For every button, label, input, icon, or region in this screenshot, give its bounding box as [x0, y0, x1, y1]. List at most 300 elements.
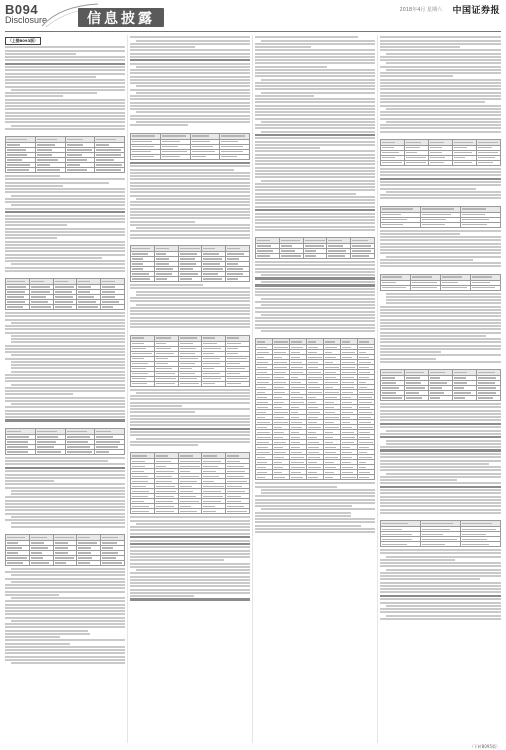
cell-text: [257, 402, 268, 403]
cell-text: [454, 147, 467, 148]
cell-text: [156, 353, 175, 354]
cell-text: [342, 402, 352, 403]
cell-text: [308, 467, 321, 468]
cell-text: [462, 208, 486, 209]
text-line: [5, 182, 109, 184]
text-line: [5, 397, 125, 399]
text-line: [261, 180, 375, 182]
text-line: [380, 559, 455, 561]
cell-text: [78, 306, 98, 307]
cell-text: [274, 422, 288, 423]
cell-text: [352, 245, 371, 246]
cell-text: [227, 491, 244, 492]
cell-text: [192, 141, 211, 142]
text-line: [136, 92, 250, 94]
text-line: [255, 170, 375, 172]
cell-text: [180, 363, 195, 364]
text-line: [380, 56, 501, 58]
table-row: [131, 381, 250, 386]
text-line: [380, 449, 501, 451]
text-line: [130, 543, 250, 545]
text-line: [255, 167, 375, 169]
cell-text: [406, 382, 421, 383]
table-cell: [429, 160, 453, 165]
cell-text: [156, 368, 172, 369]
text-line: [130, 598, 250, 600]
table-cell: [53, 305, 77, 310]
cell-text: [78, 301, 95, 302]
spacer: [5, 665, 125, 668]
cell-text: [308, 367, 318, 368]
cell-text: [462, 214, 485, 215]
cell-text: [412, 287, 437, 288]
cell-text: [102, 562, 122, 563]
text-line: [130, 418, 250, 420]
table-row: [6, 560, 125, 565]
cell-text: [132, 476, 148, 477]
cell-text: [203, 358, 220, 359]
cell-text: [31, 286, 50, 287]
text-line: [380, 502, 501, 504]
text-line: [5, 460, 108, 462]
cell-text: [359, 467, 366, 468]
cell-text: [359, 357, 369, 358]
cell-text: [281, 255, 301, 256]
cell-text: [156, 378, 177, 379]
cell-text: [274, 462, 282, 463]
cell-text: [291, 467, 305, 468]
text-line: [5, 128, 125, 130]
text-line: [380, 236, 501, 238]
text-line: [11, 322, 125, 324]
cell-text: [132, 496, 148, 497]
cell-text: [291, 387, 305, 388]
text-line: [130, 36, 250, 38]
text-line: [5, 231, 125, 233]
table-cell: [6, 449, 36, 454]
text-line: [255, 324, 375, 326]
cell-text: [359, 377, 369, 378]
cell-text: [472, 276, 492, 277]
text-line: [5, 470, 125, 472]
cell-text: [203, 471, 216, 472]
cell-text: [382, 152, 399, 153]
table-cell: [202, 277, 226, 282]
text-line: [5, 578, 125, 580]
cell-text: [96, 139, 116, 140]
cell-text: [132, 273, 149, 274]
text-line: [386, 53, 501, 55]
cell-text: [180, 455, 193, 456]
cell-text: [291, 427, 302, 428]
cell-text: [227, 358, 246, 359]
table-cell: [178, 381, 202, 386]
text-line: [255, 307, 375, 309]
text-line: [130, 72, 250, 74]
text-line: [255, 62, 375, 64]
text-line: [130, 585, 250, 587]
cell-text: [180, 486, 192, 487]
cell-text: [406, 152, 417, 153]
text-line: [130, 204, 250, 206]
text-line: [136, 438, 250, 440]
cell-text: [454, 392, 471, 393]
cell-text: [308, 382, 318, 383]
text-line: [5, 584, 125, 586]
text-line: [255, 505, 352, 507]
cell-text: [257, 347, 267, 348]
table-cell: [381, 160, 405, 165]
cell-text: [342, 427, 352, 428]
text-line: [380, 88, 501, 90]
cell-text: [227, 337, 239, 338]
text-line: [261, 492, 375, 494]
cell-text: [342, 347, 351, 348]
text-line: [380, 562, 501, 564]
text-line: [5, 496, 125, 498]
cell-text: [156, 383, 175, 384]
cell-text: [257, 447, 268, 448]
text-line: [130, 98, 250, 100]
table-row: [381, 222, 501, 227]
cell-text: [382, 224, 403, 225]
cell-text: [382, 157, 395, 158]
cell-text: [291, 407, 299, 408]
cell-text: [257, 341, 265, 342]
cell-text: [291, 382, 301, 383]
cell-text: [462, 224, 487, 225]
cell-text: [308, 362, 318, 363]
cell-text: [203, 343, 216, 344]
cell-text: [7, 159, 22, 160]
spacer: [130, 602, 250, 605]
table-cell: [220, 154, 250, 159]
cell-text: [203, 258, 221, 259]
cell-text: [308, 447, 319, 448]
text-line: [130, 395, 250, 397]
text-line: [380, 315, 501, 317]
section-chinese-title: 信息披露: [87, 11, 155, 27]
cell-text: [342, 437, 355, 438]
cell-text: [227, 248, 240, 249]
text-line: [5, 400, 125, 402]
text-line: [386, 569, 501, 571]
text-line: [5, 646, 125, 648]
cell-text: [132, 378, 146, 379]
cell-text: [342, 372, 356, 373]
text-line: [380, 419, 501, 421]
text-line: [11, 568, 125, 570]
cell-text: [7, 547, 22, 548]
text-line: [5, 218, 125, 220]
cell-text: [156, 491, 176, 492]
data-table: [5, 534, 125, 566]
cell-text: [180, 476, 199, 477]
text-line: [261, 508, 375, 510]
cell-text: [162, 135, 186, 136]
text-line: [255, 288, 375, 290]
text-line: [130, 300, 250, 302]
text-line: [5, 185, 63, 187]
text-line: [5, 73, 125, 75]
text-line: [380, 43, 501, 45]
text-line: [5, 82, 125, 84]
text-line: [5, 121, 125, 123]
text-line: [136, 121, 250, 123]
text-line: [11, 522, 125, 524]
spacer: [5, 423, 125, 426]
cell-text: [342, 397, 351, 398]
text-line: [380, 436, 501, 438]
cell-text: [7, 139, 27, 140]
cell-text: [78, 547, 91, 548]
text-line: [380, 114, 501, 116]
table-cell: [441, 285, 471, 290]
spacer: [255, 232, 375, 235]
cell-text: [291, 462, 304, 463]
text-line: [261, 131, 375, 133]
text-line: [386, 302, 501, 304]
cell-text: [257, 397, 267, 398]
cell-text: [55, 306, 73, 307]
text-line: [255, 141, 375, 143]
cell-text: [102, 537, 118, 538]
text-line: [130, 559, 224, 561]
cell-text: [308, 432, 316, 433]
cell-text: [352, 240, 368, 241]
cell-text: [308, 392, 322, 393]
cell-text: [454, 162, 472, 163]
cell-text: [274, 467, 283, 468]
cell-text: [37, 149, 52, 150]
cell-text: [221, 151, 242, 152]
cell-text: [342, 392, 353, 393]
text-line: [11, 574, 125, 576]
text-line: [136, 40, 250, 42]
text-line: [11, 335, 125, 337]
text-line: [380, 446, 501, 448]
text-line: [255, 301, 375, 303]
text-line: [255, 495, 375, 497]
text-line: [5, 413, 125, 415]
text-line: [11, 125, 125, 127]
cell-text: [192, 156, 207, 157]
cell-text: [382, 529, 402, 530]
text-line: [255, 317, 375, 319]
cell-text: [227, 501, 240, 502]
cell-text: [156, 348, 171, 349]
cell-text: [156, 268, 173, 269]
cell-text: [274, 367, 287, 368]
cell-text: [156, 461, 171, 462]
text-line: [386, 69, 501, 71]
cell-text: [257, 392, 265, 393]
cell-text: [203, 486, 224, 487]
cell-text: [156, 337, 171, 338]
text-line: [5, 410, 125, 412]
text-line: [5, 234, 125, 236]
cell-text: [406, 142, 421, 143]
text-line: [380, 101, 485, 103]
cell-text: [78, 542, 97, 543]
cell-text: [132, 466, 145, 467]
text-line: [386, 473, 501, 475]
text-line: [11, 662, 125, 664]
cell-text: [31, 547, 48, 548]
cell-text: [37, 159, 59, 160]
cell-text: [180, 466, 200, 467]
cell-text: [227, 373, 240, 374]
section-banner: [78, 8, 164, 27]
cell-text: [156, 373, 175, 374]
cell-text: [227, 466, 244, 467]
cell-text: [359, 367, 369, 368]
text-line: [380, 549, 501, 551]
text-line: [130, 589, 250, 591]
table-cell: [65, 449, 95, 454]
cell-text: [325, 387, 333, 388]
table-cell: [324, 475, 341, 480]
cell-text: [7, 286, 26, 287]
text-line: [380, 565, 501, 567]
cell-text: [102, 281, 115, 282]
cell-text: [180, 343, 194, 344]
cell-text: [257, 245, 271, 246]
text-line: [136, 111, 250, 113]
text-line: [380, 509, 501, 511]
text-line: [136, 291, 250, 293]
text-line: [130, 217, 250, 219]
spacer: [5, 529, 125, 532]
cell-text: [67, 446, 90, 447]
cell-text: [55, 281, 68, 282]
text-line: [380, 345, 501, 347]
cell-text: [422, 523, 453, 524]
cell-text: [325, 432, 333, 433]
cell-text: [96, 159, 113, 160]
text-line: [130, 188, 250, 190]
cell-text: [274, 412, 288, 413]
text-line: [5, 656, 125, 658]
text-line: [380, 319, 501, 321]
table-cell: [381, 285, 411, 290]
cell-text: [325, 437, 333, 438]
text-line: [130, 320, 250, 322]
text-line: [255, 294, 375, 296]
cell-text: [454, 152, 472, 153]
cell-text: [156, 506, 174, 507]
cell-text: [382, 534, 412, 535]
text-line: [261, 79, 375, 81]
cell-text: [291, 372, 303, 373]
text-line: [130, 595, 194, 597]
text-line: [5, 46, 125, 48]
cell-text: [472, 282, 490, 283]
cell-text: [156, 278, 167, 279]
cell-text: [359, 352, 366, 353]
text-line: [380, 322, 501, 324]
cell-text: [274, 357, 282, 358]
cell-text: [192, 146, 214, 147]
cell-text: [412, 276, 432, 277]
cell-text: [274, 417, 284, 418]
cell-text: [55, 286, 75, 287]
cell-text: [328, 240, 341, 241]
text-line: [5, 201, 125, 203]
text-line: [5, 594, 59, 596]
cell-text: [227, 378, 247, 379]
text-line: [380, 75, 453, 77]
cell-text: [7, 436, 29, 437]
cell-text: [37, 144, 55, 145]
text-line: [5, 319, 125, 321]
cell-text: [132, 363, 148, 364]
cell-text: [67, 436, 90, 437]
text-line: [380, 174, 501, 176]
text-line: [380, 578, 480, 580]
cell-text: [325, 372, 336, 373]
table-cell: [381, 396, 405, 401]
text-line: [5, 92, 97, 94]
cell-text: [359, 422, 371, 423]
newspaper-name: 中国证券报: [452, 6, 500, 16]
cell-text: [430, 372, 445, 373]
text-line: [5, 463, 125, 465]
cell-text: [203, 373, 220, 374]
text-line: [130, 46, 195, 48]
text-line: [261, 92, 375, 94]
text-line: [255, 134, 375, 136]
cell-text: [257, 437, 271, 438]
cell-text: [37, 436, 58, 437]
text-line: [380, 426, 501, 428]
cell-text: [156, 253, 166, 254]
text-line: [130, 287, 250, 289]
text-line: [380, 492, 501, 494]
text-line: [5, 95, 63, 97]
table-row: [381, 396, 501, 401]
cell-text: [422, 219, 446, 220]
cell-text: [308, 422, 317, 423]
text-line: [5, 250, 125, 252]
text-line: [136, 227, 250, 229]
text-line: [380, 111, 501, 113]
text-line: [130, 182, 250, 184]
cell-text: [412, 282, 437, 283]
cell-text: [274, 442, 286, 443]
cell-text: [422, 539, 457, 540]
cell-text: [325, 472, 334, 473]
text-line: [5, 56, 125, 58]
cell-text: [308, 442, 319, 443]
data-table: [380, 369, 501, 401]
table-row: [131, 277, 250, 282]
cell-text: [227, 368, 245, 369]
text-line: [130, 444, 198, 446]
cell-text: [203, 481, 213, 482]
text-line: [255, 147, 320, 149]
text-line: [130, 405, 182, 407]
section-title: （上接B093版）: [5, 37, 125, 45]
text-line: [130, 402, 250, 404]
text-line: [5, 643, 70, 645]
data-table: [380, 206, 501, 228]
cell-text: [96, 144, 109, 145]
text-line: [130, 579, 250, 581]
cell-text: [342, 382, 354, 383]
table-cell: [453, 160, 477, 165]
text-line: [380, 46, 460, 48]
